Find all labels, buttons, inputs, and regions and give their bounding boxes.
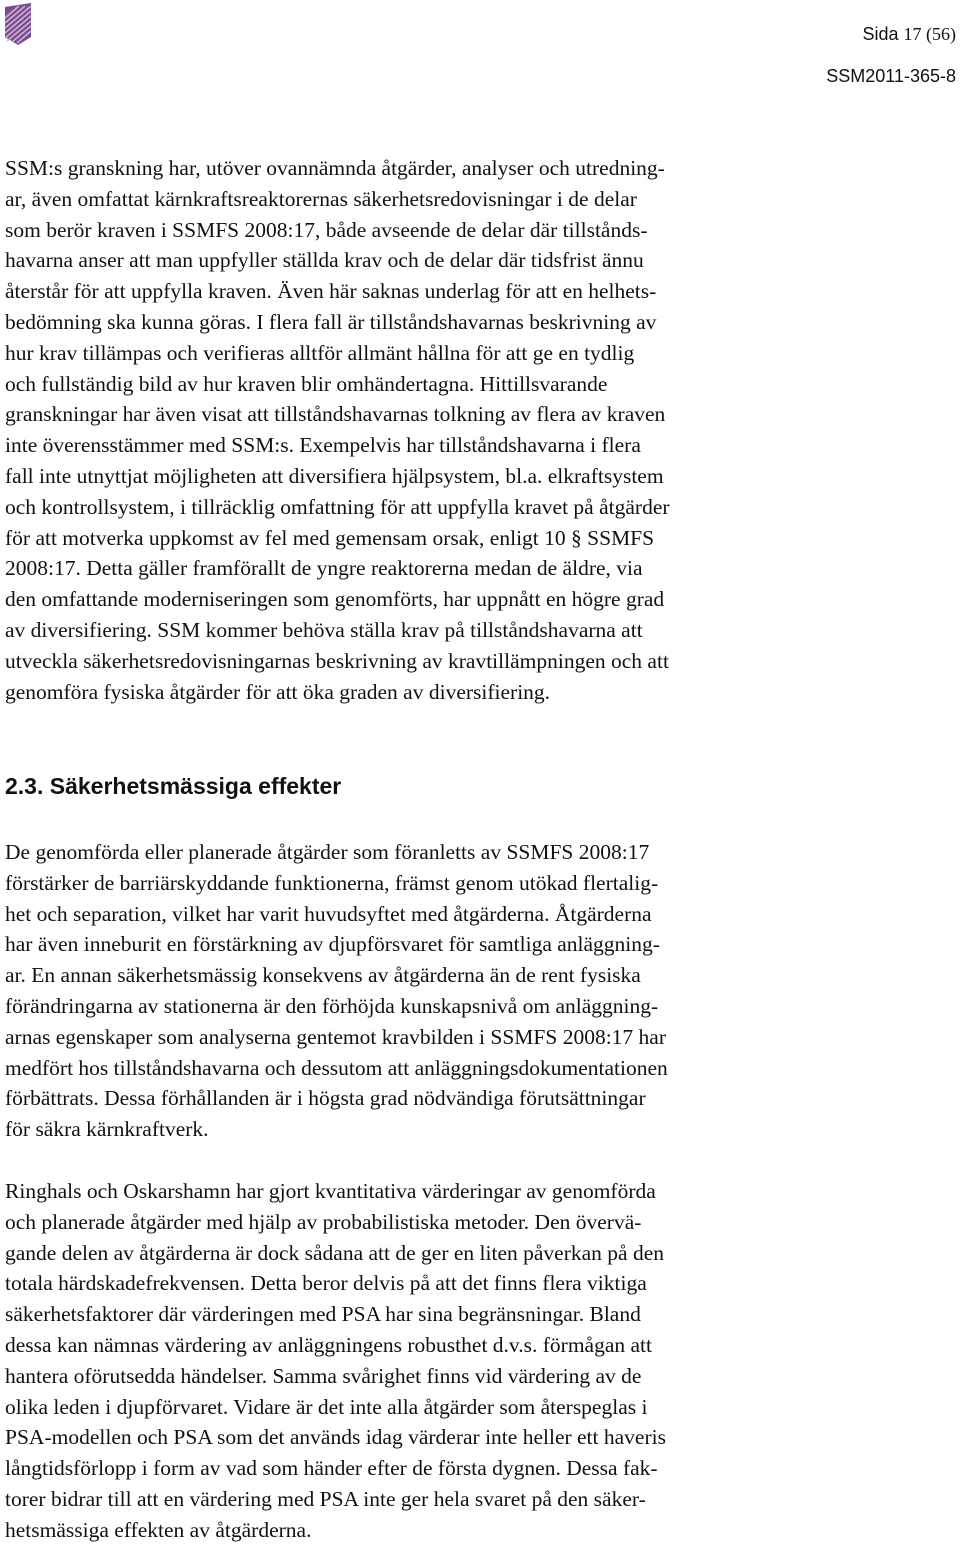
text-line: för säkra kärnkraftverk. [5, 1117, 209, 1142]
text-line: har även inneburit en förstärkning av djupförsvaret för samtliga anläggning- [5, 932, 660, 957]
text-line: bedömning ska kunna göras. I flera fall är tillståndshavarnas beskrivning av [5, 309, 657, 334]
paragraph-diversification [5, 153, 670, 707]
text-line: säkerhetsfaktorer där värderingen med PSA har sina begränsningar. Bland [5, 1302, 641, 1327]
text-line: inte överensstämmer med SSM:s. Exempelvis har tillståndshavarna i flera [5, 433, 641, 458]
text-line: medfört hos tillståndshavarna och dessutom att anläggningsdokumentationen [5, 1055, 668, 1080]
text-line: olika leden i djupförvaret. Vidare är det inte alla åtgärder som återspeglas i [5, 1394, 648, 1419]
page-number [862, 24, 956, 45]
text-line: De genomförda eller planerade åtgärder som föranletts av SSMFS 2008:17 [5, 840, 650, 864]
text-line: genomföra fysiska åtgärder för att öka graden av diversifiering. [5, 679, 551, 704]
text-line: som berör kraven i SSMFS 2008:17, både avseende de delar där tillstånds- [5, 217, 648, 242]
section-heading: 2.3. Säkerhetsmässiga effekter [5, 773, 342, 799]
text-line: och kontrollsystem, i tillräcklig omfattning för att uppfylla kravet på åtgärder [5, 494, 670, 519]
text-line: ar, även omfattat kärnkraftsreaktorernas säkerhetsredovisningar i de delar [5, 186, 637, 211]
text-line: SSM:s granskning har, utöver ovannämnda åtgärder, analyser och utredning- [5, 156, 665, 180]
text-line: totala härdskadefrekvensen. Detta beror delvis på att det finns flera viktiga [5, 1271, 647, 1296]
text-line: utveckla säkerhetsredovisningarnas beskrivning av kravtillämpningen och att [5, 648, 669, 673]
text-line: gande delen av åtgärderna är dock sådana att de ger en liten påverkan på den [5, 1240, 665, 1265]
text-line: av diversifiering. SSM kommer behöva ställa krav på tillståndshavarna att [5, 617, 643, 642]
text-line: långtidsförlopp i form av vad som händer efter de första dygnen. Dessa fak- [5, 1456, 658, 1481]
paragraph-psa-evaluation [5, 1176, 666, 1546]
text-line: fall inte utnyttjat möjligheten att diversifiera hjälpsystem, bl.a. elkraftsystem [5, 463, 664, 488]
text-line: för att motverka uppkomst av fel med gemensam orsak, enligt 10 § SSMFS [5, 525, 655, 550]
text-line: Ringhals och Oskarshamn har gjort kvantitativa värderingar av genomförda [5, 1179, 656, 1203]
text-line: och fullständig bild av hur kraven blir omhändertagna. Hittillsvarande [5, 371, 608, 396]
text-line: förändringarna av stationerna är den förhöjda kunskapsnivå om anläggning- [5, 993, 659, 1018]
text-line: den omfattande moderniseringen som genomförts, har uppnått en högre grad [5, 587, 665, 612]
text-line: och planerade åtgärder med hjälp av probabilistiska metoder. Den övervä- [5, 1209, 642, 1234]
text-line: hetsmässiga effekten av åtgärderna. [5, 1517, 312, 1542]
text-line: återstår för att uppfylla kraven. Även här saknas underlag för att en helhets- [5, 279, 657, 304]
text-line: granskningar har även visat att tillståndshavarnas tolkning av flera av kraven [5, 402, 666, 427]
text-line: havarna anser att man uppfyller ställda krav och de delar där tidsfrist ännu [5, 248, 644, 273]
text-line: arnas egenskaper som analyserna gentemot kravbilden i SSMFS 2008:17 har [5, 1024, 666, 1049]
text-line: hur krav tillämpas och verifieras alltför allmänt hållna för att ge en tydlig [5, 340, 635, 365]
paragraph-safety-effects [5, 837, 668, 1145]
text-line: förbättrats. Dessa förhållanden är i högsta grad nödvändiga förutsättningar [5, 1086, 646, 1111]
text-line: 2008:17. Detta gäller framförallt de yngre reaktorerna medan de äldre, via [5, 556, 643, 581]
page-label: Sida [862, 24, 899, 44]
document-id: SSM2011-365-8 [826, 66, 956, 86]
text-line: PSA-modellen och PSA som det används idag värderar inte heller ett haveris [5, 1425, 666, 1450]
text-line: förstärker de barriärskyddande funktionerna, främst genom utökad flertalig- [5, 870, 659, 895]
text-line: ar. En annan säkerhetsmässig konsekvens av åtgärderna än de rent fysiska [5, 963, 641, 988]
text-line: torer bidrar till att en värdering med PSA inte ger hela svaret på den säker- [5, 1486, 646, 1511]
text-line: het och separation, vilket har varit huvudsyftet med åtgärderna. Åtgärderna [5, 901, 652, 926]
text-line: hantera oförutsedda händelser. Samma svårighet finns vid värdering av de [5, 1363, 642, 1388]
ssm-logo-icon [3, 3, 33, 45]
page-count: 17 (56) [903, 24, 956, 44]
text-line: dessa kan nämnas värdering av anläggningens robusthet d.v.s. förmågan att [5, 1332, 653, 1357]
